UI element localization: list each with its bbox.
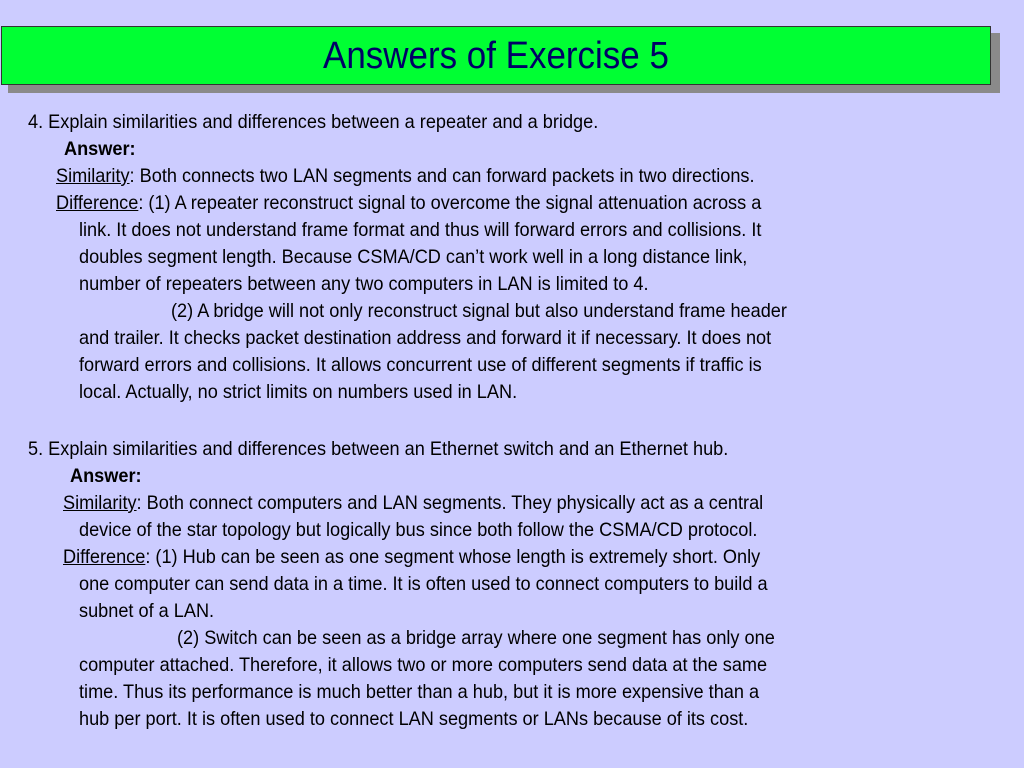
q5-difference-line: hub per port. It is often used to connect LAN segments or LANs because of its cost.	[79, 708, 749, 730]
question-5: 5. Explain similarities and differences between an Ethernet switch and an Ethernet hub.	[28, 438, 729, 460]
q4-similarity-text: : Both connects two LAN segments and can forward packets in two directions.	[129, 165, 755, 187]
q5-difference-line: one computer can send data in a time. It is often used to connect computers to build a	[79, 573, 768, 595]
q5-similarity	[63, 490, 763, 517]
q5-similarity-text: : Both connect computers and LAN segments. They physically act as a central	[136, 492, 764, 514]
q5-answer-label: Answer:	[70, 465, 142, 487]
q4-difference-line: local. Actually, no strict limits on numbers used in LAN.	[79, 381, 518, 403]
question-4: 4. Explain similarities and differences between a repeater and a bridge.	[28, 111, 599, 133]
q5-difference-text: : (1) Hub can be seen as one segment whose length is extremely short. Only	[145, 546, 761, 568]
q4-difference-line: doubles segment length. Because CSMA/CD can’t work well in a long distance link,	[79, 246, 748, 268]
slide-title: Answers of Exercise 5	[323, 34, 669, 77]
q5-similarity-label: Similarity	[63, 492, 137, 514]
q4-difference	[56, 190, 761, 217]
q5-similarity-line: device of the star topology but logically bus since both follow the CSMA/CD protocol.	[79, 519, 758, 541]
q4-answer-label: Answer:	[64, 138, 136, 160]
q5-difference-line: subnet of a LAN.	[79, 600, 215, 622]
q4-difference-text: : (1) A repeater reconstruct signal to overcome the signal attenuation across a	[138, 192, 762, 214]
q4-difference-line: and trailer. It checks packet destination address and forward it if necessary. It does not	[79, 327, 772, 349]
q4-difference-line: forward errors and collisions. It allows concurrent use of different segments if traffic is	[79, 354, 762, 376]
q5-difference-line: (2) Switch can be seen as a bridge array where one segment has only one	[177, 627, 775, 649]
q4-difference-line: number of repeaters between any two computers in LAN is limited to 4.	[79, 273, 649, 295]
q4-similarity	[56, 163, 755, 190]
q4-similarity-label: Similarity	[56, 165, 130, 187]
q4-difference-line: link. It does not understand frame format and thus will forward errors and collisions. It	[79, 219, 762, 241]
q5-difference-line: time. Thus its performance is much better than a hub, but it is more expensive than a	[79, 681, 760, 703]
q5-difference	[63, 544, 760, 571]
q5-difference-label: Difference	[63, 546, 146, 568]
q5-difference-line: computer attached. Therefore, it allows two or more computers send data at the same	[79, 654, 768, 676]
q4-difference-line: (2) A bridge will not only reconstruct signal but also understand frame header	[171, 300, 787, 322]
q4-difference-label: Difference	[56, 192, 139, 214]
